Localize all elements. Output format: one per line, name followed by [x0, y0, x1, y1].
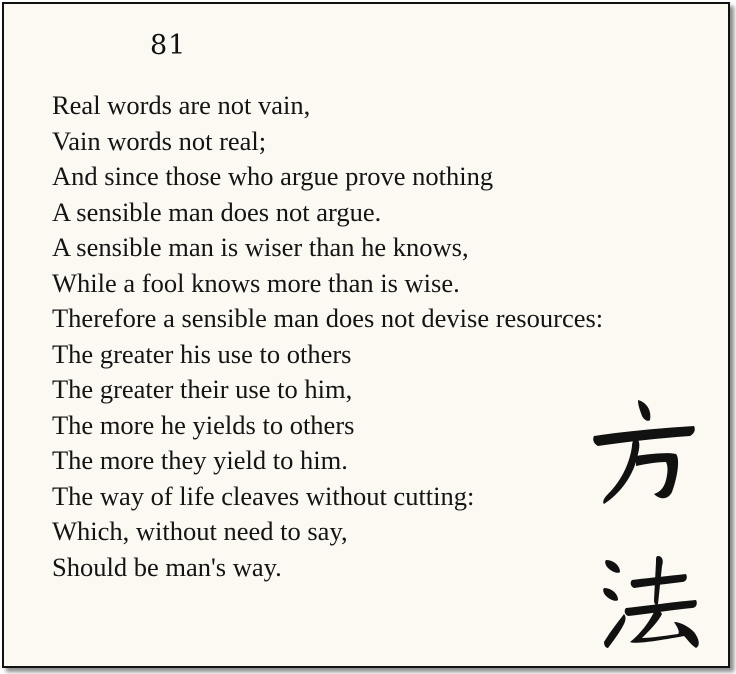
poem-line: A sensible man is wiser than he knows, — [52, 232, 469, 262]
page-number: 81 — [150, 30, 187, 61]
poem-text — [52, 88, 603, 585]
poem-line: While a fool knows more than is wise. — [52, 267, 460, 298]
calligraphy-fang-glyph — [590, 396, 700, 506]
poem-line: The greater his use to others — [52, 338, 352, 369]
poem-line: The way of life cleaves without cutting: — [52, 480, 475, 511]
poem-line: Therefore a sensible man does not devise resources: — [52, 303, 604, 333]
poem-line: The more he yields to others — [52, 409, 355, 440]
poem-line: And since those who argue prove nothing — [52, 161, 494, 191]
poem-line: A sensible man does not argue. — [52, 196, 382, 227]
poem-line: Should be man's way. — [52, 551, 282, 582]
calligraphy-fa-glyph — [600, 552, 710, 652]
poem-line: The greater their use to him, — [52, 374, 353, 404]
poem-line: The more they yield to him. — [52, 445, 348, 475]
poem-line: Vain words not real; — [52, 125, 267, 156]
book-page — [2, 2, 730, 668]
calligraphy-fang-icon — [590, 396, 700, 506]
poem-line: Which, without need to say, — [52, 516, 348, 546]
calligraphy-fa-icon — [600, 552, 710, 652]
poem-line: Real words are not vain, — [52, 90, 311, 120]
